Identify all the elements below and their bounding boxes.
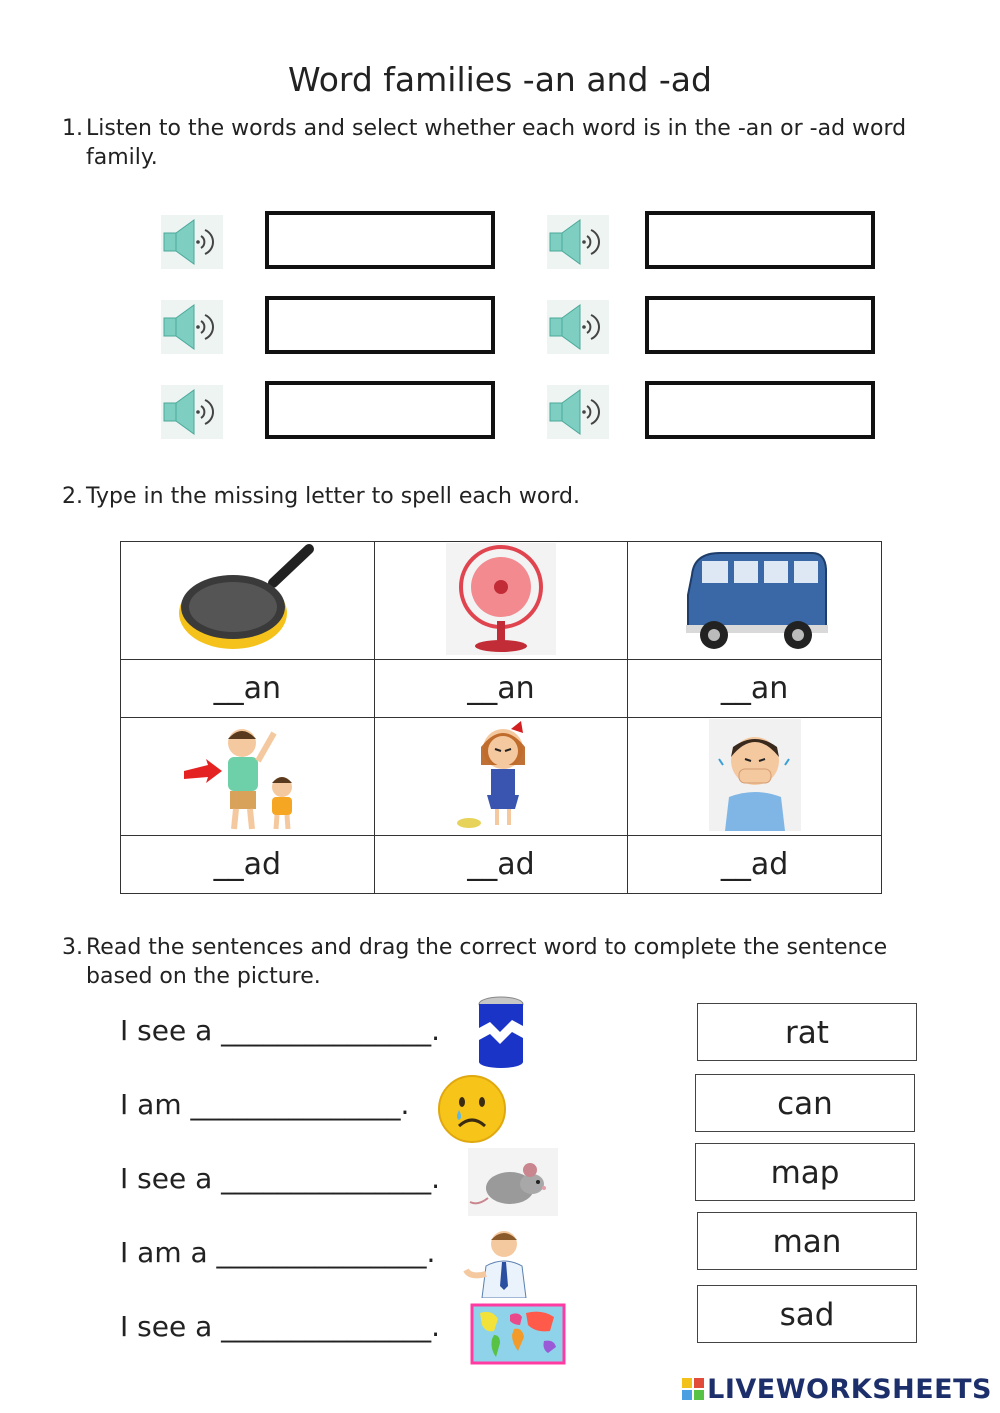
instruction-2-number: 2. [62,484,83,509]
word-cell[interactable]: __ad [374,836,627,894]
spelling-grid [120,541,882,894]
answer-dropdown-2[interactable] [645,211,875,269]
instruction-1-number: 1. [62,116,83,141]
soda-can-image [470,994,532,1070]
picture-cell [121,542,375,660]
sentence-3[interactable]: I see a _______________. [120,1162,441,1195]
rat-image [468,1148,558,1216]
mad-girl-image [451,719,551,831]
sad-boy-image [709,719,801,831]
speaker-icon[interactable] [161,385,223,439]
logo-badge-icon [682,1378,704,1400]
logo-text: LIVEWORKSHEETS [707,1374,992,1405]
speaker-icon[interactable] [547,300,609,354]
instruction-3-line2: based on the picture. [86,964,321,989]
page-title: Word families -an and -ad [288,60,712,99]
frying-pan-image [177,543,317,655]
picture-cell [374,718,627,836]
answer-dropdown-4[interactable] [645,296,875,354]
map-image [470,1303,566,1365]
fan-image [446,543,556,655]
instruction-3-number: 3. [62,935,83,960]
speaker-icon[interactable] [161,215,223,269]
man-image [462,1226,532,1298]
instruction-1-line1: Listen to the words and select whether each word is in the -an or -ad word [86,116,907,141]
answer-dropdown-3[interactable] [265,296,495,354]
sad-face-image [437,1074,507,1144]
instruction-3 [62,933,962,991]
word-cell[interactable]: __ad [628,836,882,894]
speaker-icon[interactable] [547,385,609,439]
instruction-2-line1: Type in the missing letter to spell each word. [86,484,581,509]
word-bank-item[interactable]: rat [697,1003,917,1061]
word-cell[interactable]: __an [121,660,375,718]
sentence-2[interactable]: I am _______________. [120,1088,410,1121]
word-bank-item[interactable]: man [697,1212,917,1270]
speaker-icon[interactable] [161,300,223,354]
instruction-1 [62,114,962,172]
word-cell[interactable]: __an [374,660,627,718]
word-bank-item[interactable]: sad [697,1285,917,1343]
picture-cell [628,718,882,836]
answer-dropdown-5[interactable] [265,381,495,439]
instruction-3-line1: Read the sentences and drag the correct word to complete the sentence [86,935,888,960]
word-bank-item[interactable]: can [695,1074,915,1132]
word-bank-item[interactable]: map [695,1143,915,1201]
answer-dropdown-6[interactable] [645,381,875,439]
sentence-1[interactable]: I see a _______________. [120,1014,441,1047]
van-image [680,545,830,653]
picture-cell [121,718,375,836]
dad-and-child-image [182,719,312,831]
word-cell[interactable]: __ad [121,836,375,894]
picture-cell [628,542,882,660]
liveworksheets-logo [682,1374,992,1405]
sentence-5[interactable]: I see a _______________. [120,1310,441,1343]
sentence-4[interactable]: I am a _______________. [120,1236,436,1269]
instruction-2 [62,482,580,511]
answer-dropdown-1[interactable] [265,211,495,269]
word-cell[interactable]: __an [628,660,882,718]
picture-cell [374,542,627,660]
speaker-icon[interactable] [547,215,609,269]
instruction-1-line2: family. [86,145,158,170]
